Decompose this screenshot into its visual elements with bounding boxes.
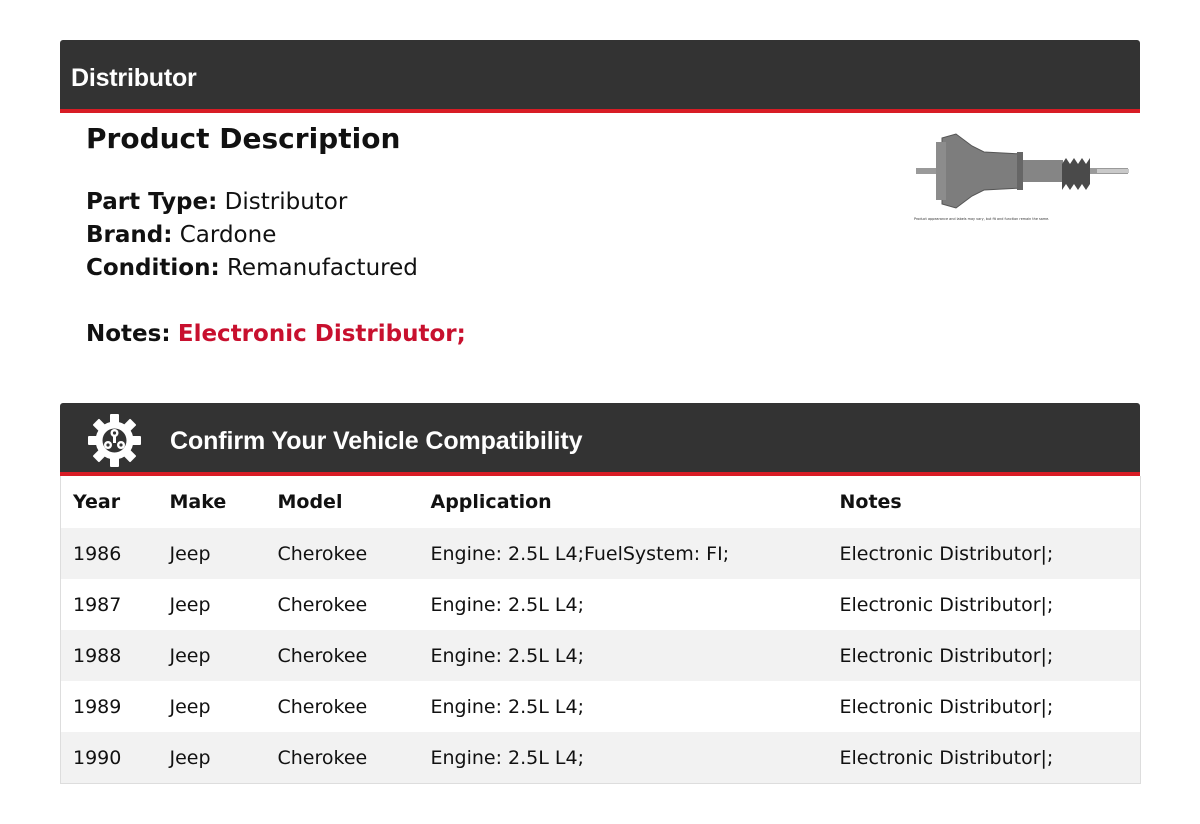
column-header-notes: Notes <box>828 476 1141 528</box>
part-type-value: Distributor <box>224 189 348 215</box>
table-row <box>61 579 1141 630</box>
column-header-model: Model <box>266 476 419 528</box>
distributor-housing <box>942 134 1022 208</box>
cell-notes: Electronic Distributor|; <box>828 528 1141 579</box>
cell-application: Engine: 2.5L L4; <box>419 630 828 681</box>
brand-label: Brand: <box>86 222 173 248</box>
cell-model: Cherokee <box>266 579 419 630</box>
cell-model: Cherokee <box>266 630 419 681</box>
cell-make: Jeep <box>158 681 266 732</box>
cell-year: 1989 <box>61 681 158 732</box>
cell-notes: Electronic Distributor|; <box>828 681 1141 732</box>
cell-notes: Electronic Distributor|; <box>828 579 1141 630</box>
compatibility-table <box>60 476 1141 784</box>
column-header-year: Year <box>61 476 158 528</box>
cell-year: 1987 <box>61 579 158 630</box>
compatibility-header <box>60 403 1140 476</box>
cell-notes: Electronic Distributor|; <box>828 630 1141 681</box>
shaft-tip <box>1097 169 1129 173</box>
table-header-row <box>61 476 1141 528</box>
cell-application: Engine: 2.5L L4; <box>419 579 828 630</box>
condition-value: Remanufactured <box>226 255 418 281</box>
product-image <box>912 128 1132 224</box>
cell-application: Engine: 2.5L L4; <box>419 732 828 784</box>
image-caption: Product appearance and labels may vary, but fit and function remain the same. <box>914 217 1050 221</box>
cell-make: Jeep <box>158 732 266 784</box>
condition-label: Condition: <box>86 255 220 281</box>
gear-car-icon <box>88 414 141 467</box>
cell-year: 1990 <box>61 732 158 784</box>
brand-row <box>86 222 276 248</box>
table-row <box>61 732 1141 784</box>
condition-row <box>86 255 418 281</box>
cell-make: Jeep <box>158 579 266 630</box>
notes-value: Electronic Distributor; <box>177 321 466 347</box>
part-header <box>60 40 1140 113</box>
notes-label: Notes: <box>86 321 171 347</box>
table-row <box>61 630 1141 681</box>
table-row <box>61 528 1141 579</box>
brand-value: Cardone <box>179 222 277 248</box>
cell-notes: Electronic Distributor|; <box>828 732 1141 784</box>
cell-year: 1988 <box>61 630 158 681</box>
column-header-make: Make <box>158 476 266 528</box>
shaft-sleeve <box>1023 160 1063 182</box>
compatibility-title: Confirm Your Vehicle Compatibility <box>170 427 583 455</box>
notes-row <box>86 321 466 347</box>
cell-year: 1986 <box>61 528 158 579</box>
column-header-application: Application <box>419 476 828 528</box>
part-type-row <box>86 189 347 215</box>
cell-model: Cherokee <box>266 528 419 579</box>
cell-make: Jeep <box>158 528 266 579</box>
cell-model: Cherokee <box>266 681 419 732</box>
cell-make: Jeep <box>158 630 266 681</box>
cell-model: Cherokee <box>266 732 419 784</box>
mount-collar <box>1017 152 1023 190</box>
part-title: Distributor <box>71 64 197 92</box>
housing-flange <box>936 142 946 200</box>
drive-gear <box>1062 158 1090 190</box>
part-type-label: Part Type: <box>86 189 218 215</box>
table-row <box>61 681 1141 732</box>
description-heading: Product Description <box>86 122 401 155</box>
cell-application: Engine: 2.5L L4;FuelSystem: FI; <box>419 528 828 579</box>
cell-application: Engine: 2.5L L4; <box>419 681 828 732</box>
